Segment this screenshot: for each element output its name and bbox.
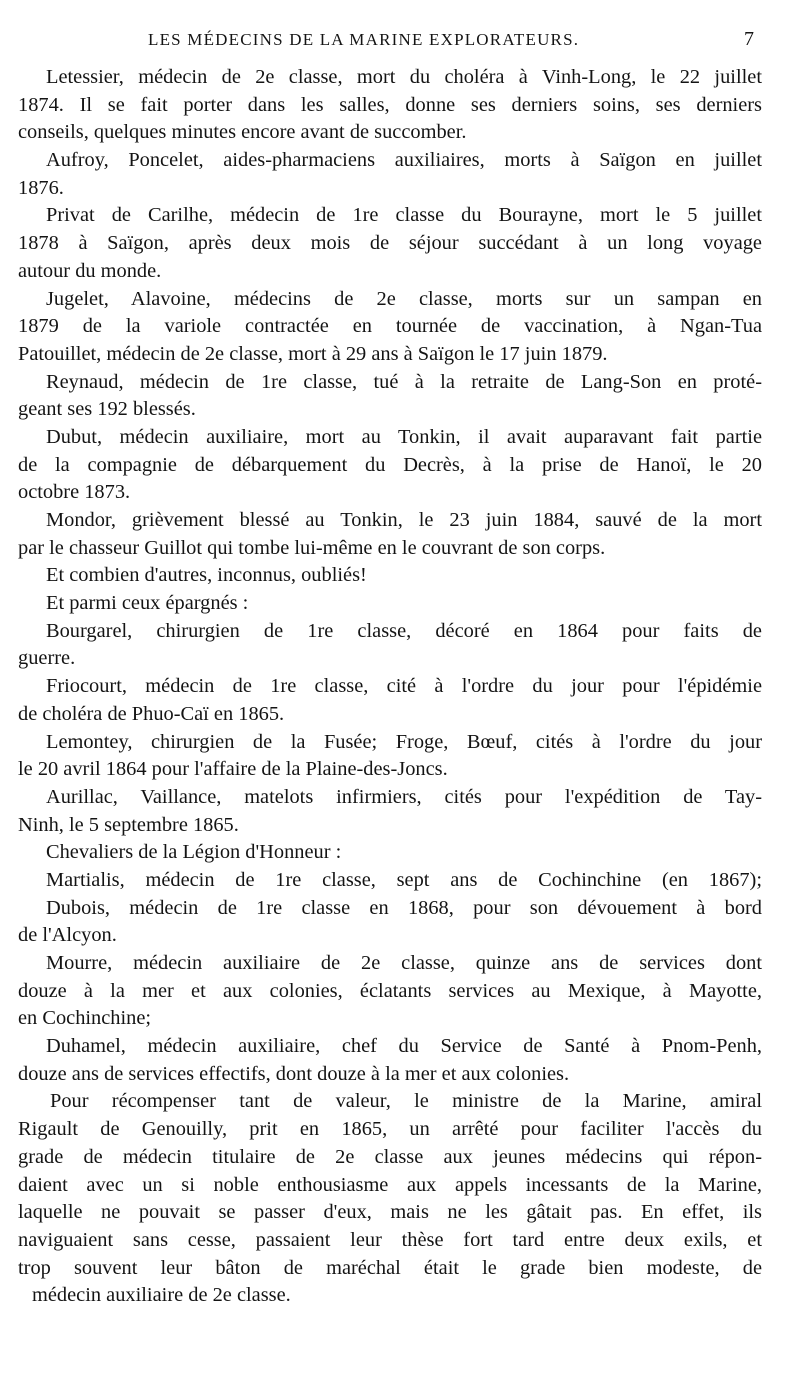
text-line: Bourgarel, chirurgien de 1re classe, décoré en 1864 pour faits de [46,619,762,642]
text-line: Dubut, médecin auxiliaire, mort au Tonkin, il avait auparavant fait partie [46,425,762,448]
text-line: de choléra de Phuo-Caï en 1865. [18,702,285,725]
text-line: grade de médecin titulaire de 2e classe aux jeunes médecins qui répon- [18,1145,762,1168]
text-line: Mondor, grièvement blessé au Tonkin, le 23 juin 1884, sauvé de la mort [46,509,762,531]
running-head-title: LES MÉDECINS DE LA MARINE EXPLORATEURS. [148,30,580,49]
text-line: geant ses 192 blessés. [18,398,196,421]
page-number: 7 [744,28,754,50]
text-line: 1874. Il se fait porter dans les salles, donne ses derniers soins, ses derniers [18,93,762,116]
text-line: Jugelet, Alavoine, médecins de 2e classe, morts sur un sampan en [46,287,762,310]
text-line: naviguaient sans cesse, passaient leur thèse fort tard entre deux exils, et [18,1228,762,1251]
text-line: Ninh, le 5 septembre 1865. [18,813,239,836]
text-line: daient avec un si noble enthousiasme aux appels incessants de la Marine, [18,1173,762,1196]
text-line: par le chasseur Guillot qui tombe lui-même en le couvrant de son corps. [18,536,606,559]
text-line: 1876. [18,176,64,199]
text-line: Reynaud, médecin de 1re classe, tué à la retraite de Lang-Son en proté- [46,370,762,393]
text-line: Aurillac, Vaillance, matelots infirmiers, cités pour l'expédition de Tay- [46,785,762,808]
text-line: laquelle ne pouvait se passer d'eux, mais ne les gâtait pas. En effet, ils [18,1201,762,1224]
text-line: Et combien d'autres, inconnus, oubliés! [46,564,367,587]
text-line: Dubois, médecin de 1re classe en 1868, pour son dévouement à bord [46,896,762,919]
text-line: Letessier, médecin de 2e classe, mort du choléra à Vinh-Long, le 22 juillet [46,66,762,88]
text-line: Friocourt, médecin de 1re classe, cité à l'ordre du jour pour l'épidémie [46,675,762,698]
body-text [18,64,762,1310]
text-line: le 20 avril 1864 pour l'affaire de la Plaine-des-Joncs. [18,758,448,781]
text-line: Privat de Carilhe, médecin de 1re classe du Bourayne, mort le 5 juillet [46,204,762,227]
text-line: de la compagnie de débarquement du Decrès, à la prise de Hanoï, le 20 [18,453,762,476]
text-line: Pour récompenser tant de valeur, le ministre de la Marine, amiral [50,1090,762,1113]
text-line: médecin auxiliaire de 2e classe. [32,1284,291,1307]
text-line: Lemontey, chirurgien de la Fusée; Froge, Bœuf, cités à l'ordre du jour [46,730,762,753]
text-line: Mourre, médecin auxiliaire de 2e classe, quinze ans de services dont [46,952,762,974]
text-line: 1878 à Saïgon, après deux mois de séjour succédant à un long voyage [18,232,762,255]
text-line: Chevaliers de la Légion d'Honneur : [46,841,342,864]
text-line: Et parmi ceux épargnés : [46,592,249,615]
text-line: conseils, quelques minutes encore avant de succomber. [18,121,467,144]
text-line: guerre. [18,647,76,670]
text-line: octobre 1873. [18,481,131,504]
running-head [0,30,800,60]
text-line: douze ans de services effectifs, dont douze à la mer et aux colonies. [18,1062,570,1085]
text-line: 1879 de la variole contractée en tournée de vaccination, à Ngan-Tua [18,315,762,338]
text-line: Rigault de Genouilly, prit en 1865, un arrêté pour faciliter l'accès du [18,1118,762,1141]
text-line: de l'Alcyon. [18,924,117,947]
text-line: Aufroy, Poncelet, aides-pharmaciens auxiliaires, morts à Saïgon en juillet [46,149,762,172]
text-line: en Cochinchine; [18,1007,152,1030]
text-line: Martialis, médecin de 1re classe, sept ans de Cochinchine (en 1867); [46,868,762,891]
text-line: Patouillet, médecin de 2e classe, mort à 29 ans à Saïgon le 17 juin 1879. [18,342,608,365]
text-line: Duhamel, médecin auxiliaire, chef du Service de Santé à Pnom-Penh, [46,1035,762,1058]
text-line: trop souvent leur bâton de maréchal était le grade bien modeste, de [18,1256,762,1279]
text-line: autour du monde. [18,259,162,282]
text-line: douze à la mer et aux colonies, éclatants services au Mexique, à Mayotte, [18,979,762,1002]
